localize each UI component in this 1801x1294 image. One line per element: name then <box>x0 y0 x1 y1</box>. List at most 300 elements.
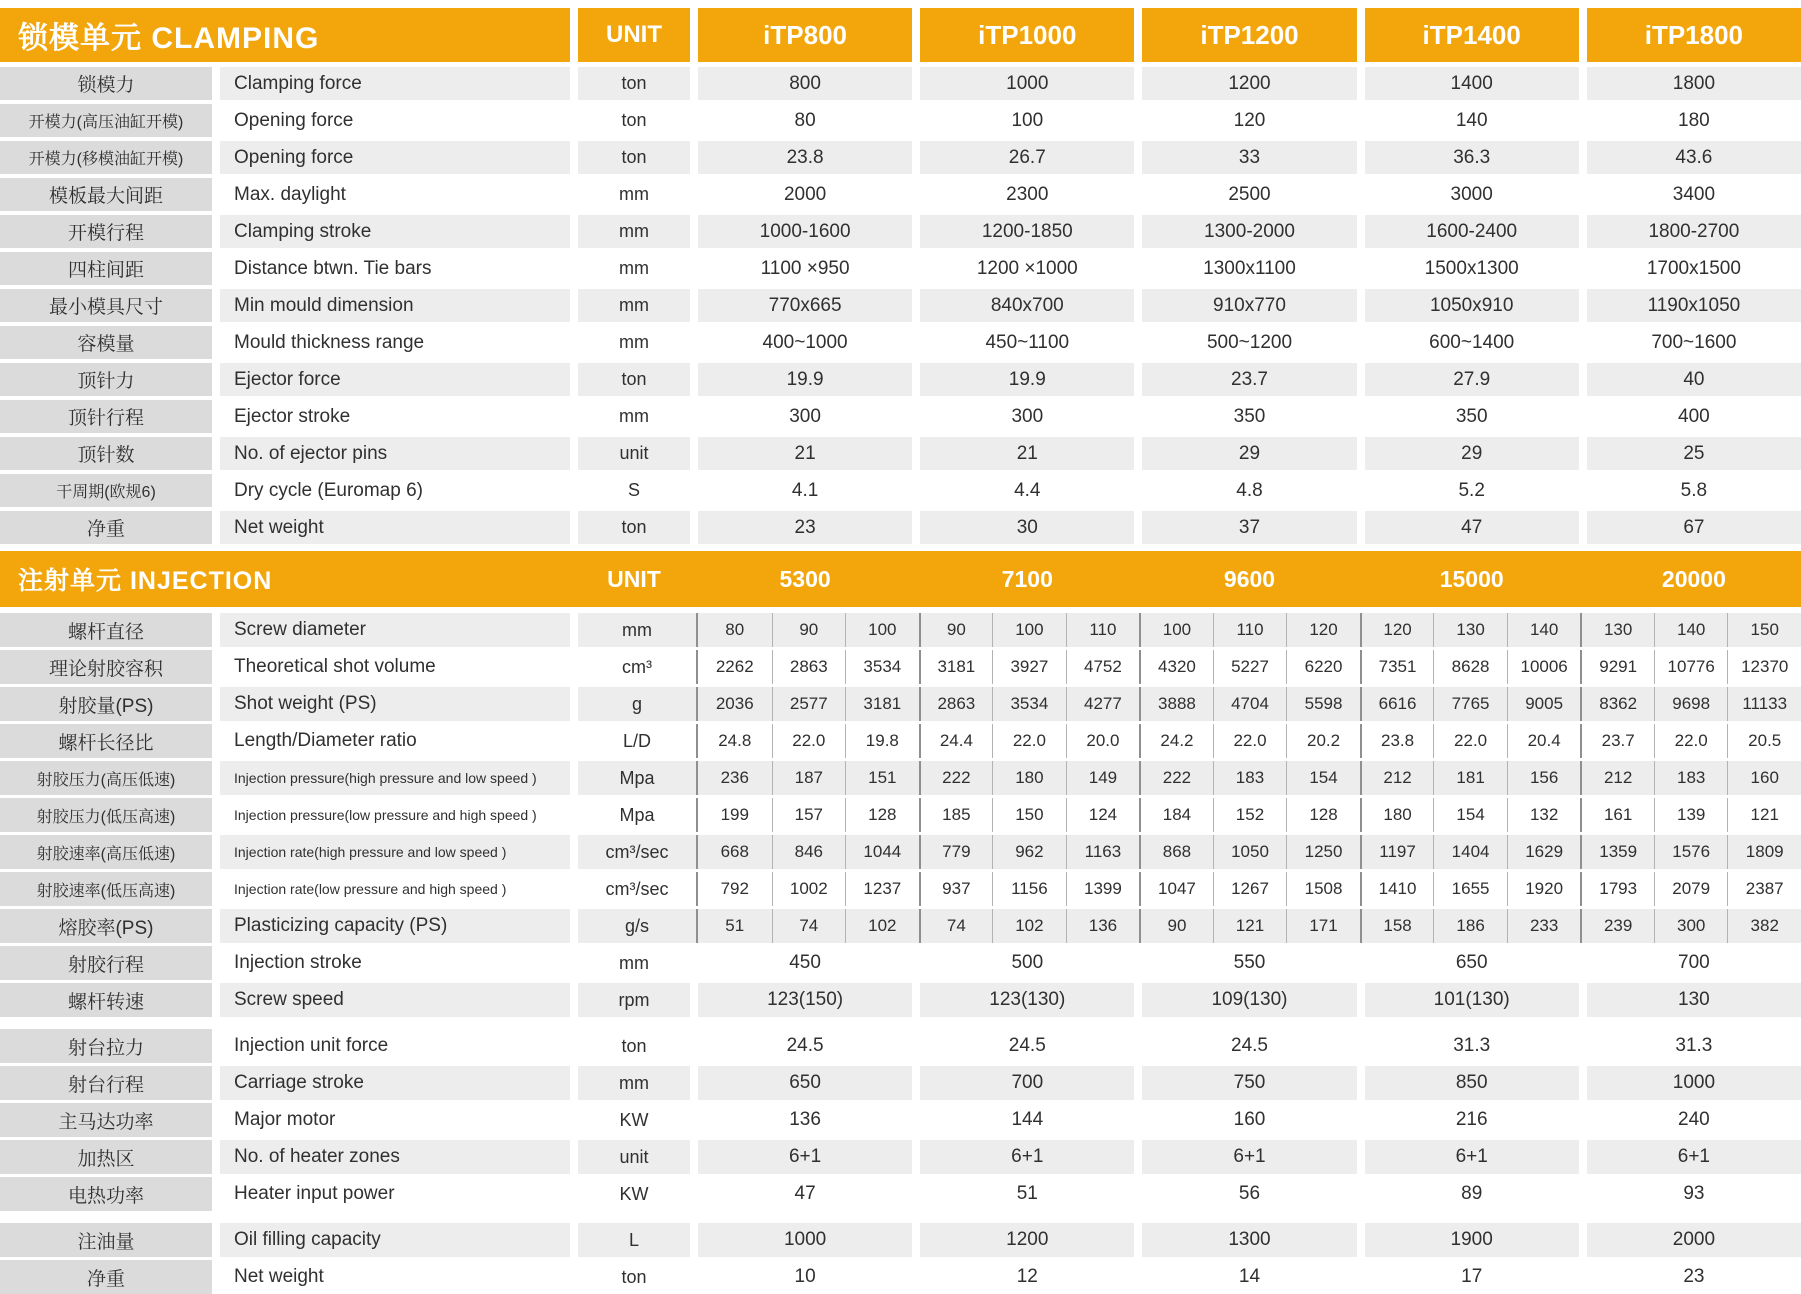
spec-label-cn: 开模力(高压油缸开模) <box>0 104 212 137</box>
value-cell: 36.3 <box>1365 141 1579 174</box>
injection-header-row <box>0 551 1801 607</box>
value-cell: 10776 <box>1654 650 1728 684</box>
value-cell: 6+1 <box>1142 1140 1356 1174</box>
value-cell: 22.0 <box>1654 724 1728 758</box>
unit-cell: mm <box>619 406 649 426</box>
value-cell: 550 <box>1233 952 1266 973</box>
spec-label-en: Plasticizing capacity (PS) <box>220 909 570 943</box>
spec-row <box>0 1140 1801 1174</box>
value-cell: 2000 <box>1587 1223 1801 1257</box>
value-cell: 1809 <box>1727 835 1801 869</box>
spec-label-en: Clamping force <box>220 67 570 100</box>
spec-row <box>0 252 1801 285</box>
spec-row <box>0 141 1801 174</box>
value-cell: 6+1 <box>920 1140 1134 1174</box>
value-cell: 12370 <box>1727 650 1801 684</box>
spec-label-cn: 容模量 <box>0 326 212 359</box>
spec-label-en: Injection unit force <box>234 1035 389 1056</box>
value-cell: 212 <box>1580 761 1654 795</box>
model-column-header-iTP1800: iTP1800 <box>1587 8 1801 62</box>
value-cell: 1200 ×1000 <box>976 257 1078 279</box>
spec-label-en: Carriage stroke <box>220 1066 570 1100</box>
value-cell: 31.3 <box>1453 1035 1491 1056</box>
value-cell: 150 <box>992 798 1066 832</box>
value-cell: 47 <box>1365 511 1579 544</box>
value-cell: 937 <box>919 872 993 906</box>
spec-label-cn: 螺杆长径比 <box>0 724 212 758</box>
spec-label-en: Injection pressure(low pressure and high speed ) <box>234 807 537 823</box>
model-column-header-iTP800: iTP800 <box>698 8 912 62</box>
value-cell: 19.9 <box>698 363 912 396</box>
value-cell: 1300 <box>1142 1223 1356 1257</box>
spec-label-en: Injection pressure(high pressure and low speed ) <box>220 761 570 795</box>
value-cell: 140 <box>1654 613 1728 647</box>
value-cell: 5.2 <box>1458 479 1485 501</box>
value-cell: 1500x1300 <box>1424 257 1519 279</box>
value-cell: 186 <box>1433 909 1507 943</box>
spec-values-region <box>578 252 1801 285</box>
value-cell: 160 <box>1727 761 1801 795</box>
value-cell: 700~1600 <box>1651 331 1737 353</box>
value-cell: 110 <box>1066 613 1140 647</box>
unit-cell: Mpa <box>578 761 698 795</box>
value-cell: 700 <box>920 1066 1134 1100</box>
value-cell: 2387 <box>1727 872 1801 906</box>
spec-label-cn: 开模行程 <box>0 215 212 248</box>
value-cell: 1100 ×950 <box>760 257 850 279</box>
spec-label-cn: 射胶压力(低压高速) <box>0 798 212 832</box>
injection-section <box>0 551 1801 1294</box>
spec-values-region <box>578 215 1801 248</box>
spec-row <box>0 289 1801 322</box>
value-cell: 1050 <box>1213 835 1287 869</box>
unit-cell: mm <box>578 613 698 647</box>
spec-label-cn: 射胶行程 <box>0 946 212 980</box>
unit-cell: ton <box>578 67 690 100</box>
value-cell: 21 <box>920 437 1134 470</box>
value-cell: 151 <box>845 761 919 795</box>
injection-table-body <box>0 613 1801 1294</box>
spec-row <box>0 326 1801 359</box>
value-cell: 700 <box>1678 952 1710 973</box>
value-cell: 3927 <box>992 650 1066 684</box>
spec-row <box>0 946 1801 980</box>
spec-row <box>0 437 1801 470</box>
value-cell: 233 <box>1507 909 1581 943</box>
value-cell: 450~1100 <box>985 331 1070 353</box>
value-cell: 31.3 <box>1675 1035 1713 1056</box>
value-cell: 100 <box>845 613 919 647</box>
clamping-table-body <box>0 67 1801 544</box>
value-cell: 24.2 <box>1139 724 1213 758</box>
value-cell: 26.7 <box>920 141 1134 174</box>
value-cell: 2577 <box>772 687 846 721</box>
value-cell: 140 <box>1455 109 1488 131</box>
spec-row <box>0 798 1801 832</box>
spec-label-en: Net weight <box>234 1266 324 1287</box>
value-cell: 120 <box>1360 613 1434 647</box>
value-cell: 24.4 <box>919 724 993 758</box>
value-cell: 2079 <box>1654 872 1728 906</box>
value-cell: 130 <box>1580 613 1654 647</box>
spec-label-cn: 电热功率 <box>0 1177 212 1211</box>
value-cell: 650 <box>1455 952 1488 973</box>
value-cell: 5598 <box>1286 687 1360 721</box>
spec-values-region <box>578 1223 1801 1257</box>
model-column-header-iTP1000: iTP1000 <box>920 8 1134 62</box>
value-cell: 382 <box>1727 909 1801 943</box>
value-cell: 120 <box>1233 109 1266 131</box>
value-cell: 2000 <box>783 183 827 205</box>
value-cell: 132 <box>1507 798 1581 832</box>
unit-cell: cm³/sec <box>578 835 698 869</box>
value-cell: 154 <box>1433 798 1507 832</box>
value-cell: 1267 <box>1213 872 1287 906</box>
value-cell: 962 <box>992 835 1066 869</box>
value-cell: 910x770 <box>1142 289 1356 322</box>
value-cell: 2863 <box>772 650 846 684</box>
spec-values-region <box>578 363 1801 396</box>
value-cell: 8628 <box>1433 650 1507 684</box>
spec-row <box>0 761 1801 795</box>
value-cell: 17 <box>1461 1266 1483 1287</box>
value-cell: 33 <box>1142 141 1356 174</box>
value-cell: 5.8 <box>1680 479 1708 501</box>
spec-label-cn: 射胶量(PS) <box>0 687 212 721</box>
spec-values-region <box>578 983 1801 1017</box>
value-cell: 152 <box>1213 798 1287 832</box>
value-cell: 29 <box>1365 437 1579 470</box>
value-cell: 400~1000 <box>762 331 848 353</box>
spec-label-cn: 主马达功率 <box>0 1103 212 1137</box>
value-cell: 792 <box>720 879 749 898</box>
value-cell: 23 <box>698 511 912 544</box>
spec-values-region <box>578 511 1801 544</box>
value-cell: 4752 <box>1066 650 1140 684</box>
value-cell: 400 <box>1678 405 1710 427</box>
value-cell: 51 <box>1016 1183 1038 1204</box>
value-cell: 236 <box>720 768 749 787</box>
value-cell: 183 <box>1213 761 1287 795</box>
unit-cell: mm <box>619 952 649 973</box>
value-cell: 183 <box>1654 761 1728 795</box>
value-cell: 181 <box>1433 761 1507 795</box>
value-cell: 1200-1850 <box>920 215 1134 248</box>
spec-values-region <box>578 946 1801 980</box>
value-cell: 350 <box>1233 405 1266 427</box>
value-cell: 7351 <box>1360 650 1434 684</box>
value-cell: 30 <box>920 511 1134 544</box>
value-cell: 187 <box>772 761 846 795</box>
value-cell: 47 <box>794 1183 816 1204</box>
injection-unit-column-header-15000: 15000 <box>1439 565 1504 592</box>
injection-unit-column-header-5300: 5300 <box>779 565 831 592</box>
value-cell: 1163 <box>1066 835 1140 869</box>
clamping-section <box>0 8 1801 544</box>
spec-label-en: Length/Diameter ratio <box>234 730 417 751</box>
value-cell: 158 <box>1360 909 1434 943</box>
unit-cell: KW <box>619 1109 649 1130</box>
value-cell: 136 <box>1066 909 1140 943</box>
value-cell: 1900 <box>1365 1223 1579 1257</box>
value-cell: 101(130) <box>1365 983 1579 1017</box>
spec-label-en: Ejector stroke <box>234 405 351 427</box>
spec-label-cn: 顶针行程 <box>0 400 212 433</box>
value-cell: 24.5 <box>1008 1035 1046 1056</box>
value-cell: 40 <box>1587 363 1801 396</box>
unit-column-header: UNIT <box>578 8 690 62</box>
spec-values-region <box>578 437 1801 470</box>
spec-row <box>0 1103 1801 1137</box>
value-cell: 3400 <box>1672 183 1716 205</box>
spec-label-en: Opening force <box>220 141 570 174</box>
value-cell: 199 <box>720 805 749 824</box>
value-cell: 180 <box>1678 109 1710 131</box>
value-cell: 124 <box>1066 798 1140 832</box>
value-cell: 1399 <box>1066 872 1140 906</box>
value-cell: 130 <box>1587 983 1801 1017</box>
spec-row <box>0 1223 1801 1257</box>
value-cell: 121 <box>1727 798 1801 832</box>
value-cell: 3000 <box>1450 183 1493 205</box>
value-cell: 6616 <box>1360 687 1434 721</box>
unit-cell: ton <box>621 1266 647 1287</box>
value-cell: 160 <box>1233 1109 1266 1130</box>
value-cell: 24.5 <box>786 1035 824 1056</box>
value-cell: 350 <box>1455 405 1488 427</box>
value-cell: 800 <box>698 67 912 100</box>
unit-cell: g/s <box>578 909 698 943</box>
spec-row <box>0 835 1801 869</box>
value-cell: 1200 <box>1142 67 1356 100</box>
spec-values-region <box>578 104 1801 137</box>
spec-label-cn: 注油量 <box>0 1223 212 1257</box>
spec-row <box>0 983 1801 1017</box>
value-cell: 21 <box>698 437 912 470</box>
value-cell: 1700x1500 <box>1646 257 1741 279</box>
value-cell: 1000 <box>698 1223 912 1257</box>
spec-values-region <box>578 650 1801 684</box>
value-cell: 100 <box>1011 109 1044 131</box>
spec-label-cn: 螺杆直径 <box>0 613 212 647</box>
value-cell: 1404 <box>1433 835 1507 869</box>
spec-values-region <box>578 1103 1801 1137</box>
spec-values-region <box>578 141 1801 174</box>
spec-row <box>0 613 1801 647</box>
model-column-header-iTP1200: iTP1200 <box>1142 8 1356 62</box>
value-cell: 20.5 <box>1727 724 1801 758</box>
spec-label-cn: 熔胶率(PS) <box>0 909 212 943</box>
value-cell: 74 <box>919 909 993 943</box>
value-cell: 1800-2700 <box>1587 215 1801 248</box>
spec-label-cn: 射台拉力 <box>0 1029 212 1063</box>
unit-cell: mm <box>578 289 690 322</box>
value-cell: 2300 <box>1006 183 1049 205</box>
value-cell: 56 <box>1238 1183 1261 1204</box>
value-cell: 100 <box>992 613 1066 647</box>
value-cell: 1156 <box>992 872 1066 906</box>
value-cell: 5227 <box>1213 650 1287 684</box>
value-cell: 3534 <box>992 687 1066 721</box>
value-cell: 2036 <box>715 694 754 713</box>
value-cell: 144 <box>1011 1109 1044 1130</box>
value-cell: 1250 <box>1286 835 1360 869</box>
spec-values-region <box>578 798 1801 832</box>
spec-row <box>0 363 1801 396</box>
value-cell: 4277 <box>1066 687 1140 721</box>
clamping-header-row <box>0 8 1801 62</box>
spec-label-cn: 射胶压力(高压低速) <box>0 761 212 795</box>
spec-label-cn: 射台行程 <box>0 1066 212 1100</box>
spec-label-cn: 模板最大间距 <box>0 178 212 211</box>
value-cell: 14 <box>1238 1266 1261 1287</box>
spec-label-cn: 理论射胶容积 <box>0 650 212 684</box>
value-cell: 1410 <box>1360 872 1434 906</box>
value-cell: 4.8 <box>1236 479 1263 501</box>
spec-label-en: Shot weight (PS) <box>220 687 570 721</box>
clamping-model-headers <box>578 8 1801 62</box>
spec-label-en: Injection rate(high pressure and low speed ) <box>220 835 570 869</box>
value-cell: 3181 <box>845 687 919 721</box>
value-cell: 100 <box>1139 613 1213 647</box>
value-cell: 109(130) <box>1142 983 1356 1017</box>
value-cell: 6220 <box>1286 650 1360 684</box>
spec-label-en: Min mould dimension <box>220 289 570 322</box>
value-cell: 23.8 <box>698 141 912 174</box>
value-cell: 4.1 <box>791 479 819 501</box>
value-cell: 6+1 <box>1587 1140 1801 1174</box>
spec-row <box>0 1177 1801 1211</box>
value-cell: 10006 <box>1507 650 1581 684</box>
value-cell: 1793 <box>1580 872 1654 906</box>
value-cell: 1359 <box>1580 835 1654 869</box>
value-cell: 121 <box>1213 909 1287 943</box>
value-cell: 80 <box>725 620 745 639</box>
value-cell: 212 <box>1360 761 1434 795</box>
spec-label-cn: 螺杆转速 <box>0 983 212 1017</box>
value-cell: 130 <box>1433 613 1507 647</box>
unit-column-header: UNIT <box>607 565 661 592</box>
value-cell: 2500 <box>1228 183 1271 205</box>
value-cell: 22.0 <box>1433 724 1507 758</box>
value-cell: 3181 <box>919 650 993 684</box>
value-cell: 90 <box>919 613 993 647</box>
value-cell: 9698 <box>1654 687 1728 721</box>
value-cell: 22.0 <box>1213 724 1287 758</box>
unit-cell: ton <box>578 141 690 174</box>
unit-cell: cm³ <box>578 650 698 684</box>
spec-row <box>0 1066 1801 1100</box>
value-cell: 128 <box>845 798 919 832</box>
value-cell: 1197 <box>1360 835 1434 869</box>
spec-label-en: No. of heater zones <box>220 1140 570 1174</box>
value-cell: 123(130) <box>920 983 1134 1017</box>
value-cell: 156 <box>1507 761 1581 795</box>
value-cell: 1000-1600 <box>698 215 912 248</box>
spec-label-en: No. of ejector pins <box>220 437 570 470</box>
spec-values-region <box>578 613 1801 647</box>
unit-cell: mm <box>578 1066 690 1100</box>
unit-cell: ton <box>621 110 647 130</box>
value-cell: 1200 <box>920 1223 1134 1257</box>
unit-cell: L/D <box>578 724 698 758</box>
value-cell: 216 <box>1455 1109 1488 1130</box>
spec-values-region <box>578 872 1801 906</box>
value-cell: 1300-2000 <box>1142 215 1356 248</box>
spec-label-en: Injection stroke <box>234 952 362 973</box>
spec-label-cn: 净重 <box>0 1260 212 1294</box>
value-cell: 1047 <box>1139 872 1213 906</box>
spec-values-region <box>578 67 1801 100</box>
value-cell: 23 <box>1683 1266 1705 1287</box>
value-cell: 1237 <box>845 872 919 906</box>
spec-label-cn: 四柱间距 <box>0 252 212 285</box>
value-cell: 1920 <box>1507 872 1581 906</box>
injection-section-title: 注射单元 INJECTION <box>18 567 273 595</box>
spec-row <box>0 178 1801 211</box>
value-cell: 1800 <box>1587 67 1801 100</box>
value-cell: 6+1 <box>698 1140 912 1174</box>
value-cell: 1655 <box>1433 872 1507 906</box>
unit-cell: mm <box>619 184 649 204</box>
value-cell: 24.8 <box>718 731 752 750</box>
spec-values-region <box>578 835 1801 869</box>
value-cell: 750 <box>1142 1066 1356 1100</box>
value-cell: 23.7 <box>1142 363 1356 396</box>
spec-label-en: Clamping stroke <box>220 215 570 248</box>
value-cell: 37 <box>1142 511 1356 544</box>
spec-values-region <box>578 400 1801 433</box>
spec-label-cn: 加热区 <box>0 1140 212 1174</box>
unit-cell: ton <box>578 363 690 396</box>
value-cell: 90 <box>772 613 846 647</box>
spec-row <box>0 104 1801 137</box>
unit-cell: mm <box>619 258 649 278</box>
spec-label-cn: 最小模具尺寸 <box>0 289 212 322</box>
value-cell: 222 <box>919 761 993 795</box>
spec-values-region <box>578 326 1801 359</box>
spec-row <box>0 67 1801 100</box>
value-cell: 1508 <box>1286 872 1360 906</box>
value-cell: 1190x1050 <box>1587 289 1801 322</box>
unit-cell: mm <box>578 215 690 248</box>
spec-label-cn: 顶针数 <box>0 437 212 470</box>
value-cell: 139 <box>1654 798 1728 832</box>
value-cell: 3888 <box>1139 687 1213 721</box>
value-cell: 12 <box>1016 1266 1038 1287</box>
value-cell: 10 <box>794 1266 816 1287</box>
value-cell: 850 <box>1365 1066 1579 1100</box>
spec-row <box>0 511 1801 544</box>
unit-cell: L <box>578 1223 690 1257</box>
value-cell: 27.9 <box>1365 363 1579 396</box>
value-cell: 868 <box>1139 835 1213 869</box>
value-cell: 80 <box>794 109 816 131</box>
value-cell: 1576 <box>1654 835 1728 869</box>
spec-label-cn: 开模力(移模油缸开模) <box>0 141 212 174</box>
value-cell: 8362 <box>1580 687 1654 721</box>
value-cell: 157 <box>772 798 846 832</box>
value-cell: 1000 <box>1587 1066 1801 1100</box>
value-cell: 770x665 <box>698 289 912 322</box>
value-cell: 4.4 <box>1014 479 1041 501</box>
value-cell: 161 <box>1580 798 1654 832</box>
spec-values-region <box>578 761 1801 795</box>
spec-label-en: Distance btwn. Tie bars <box>234 257 432 279</box>
value-cell: 74 <box>772 909 846 943</box>
value-cell: 150 <box>1727 613 1801 647</box>
value-cell: 1629 <box>1507 835 1581 869</box>
